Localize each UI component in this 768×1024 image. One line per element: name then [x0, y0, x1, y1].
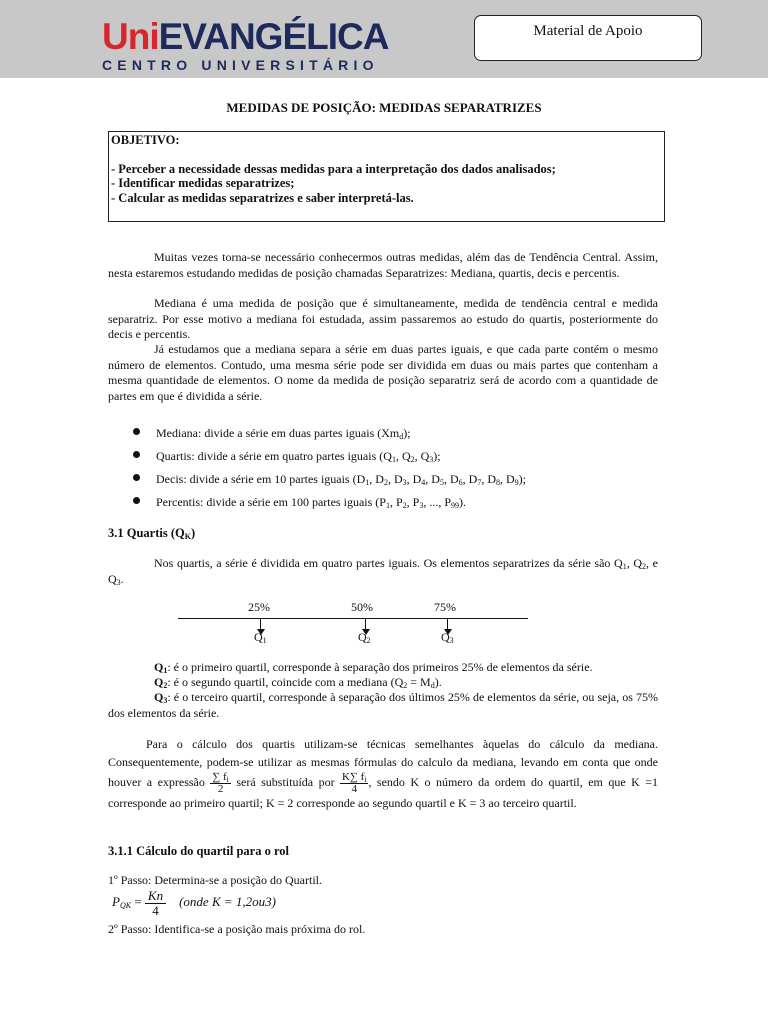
q2-definition: $Q_2$: é o segundo quartil, coincide com a mediana $(Q_2 = M_d)$. — [154, 675, 442, 690]
k-sum-fi-over-4-formula: $\frac{K\sum f_i}{4}$ — [342, 771, 367, 795]
axis-line — [178, 618, 528, 619]
pct-label: 25% — [248, 600, 270, 614]
q1-label: $Q_1$ — [254, 630, 267, 645]
list-item: Percentis: divide a série em 100 partes iguais ($P_1$, $P_2$, $P_3$, ..., $P_{99}$). — [133, 493, 653, 516]
unievangelica-logo: UniEVANGÉLICA CENTRO UNIVERSITÁRIO — [102, 16, 389, 73]
step-1: 1º Passo: Determina-se a posição do Quartil. — [108, 873, 323, 887]
intro-paragraph-2: Mediana é uma medida de posição que é simultaneamente, medida de tendência central e medida separatriz. Por esse motivo a mediana foi estudada, assim passaremos ao estudo do quartis, posteriormente do decis e percentis. — [108, 296, 658, 341]
list-item: Quartis: divide a série em quatro partes iguais ($Q_1$, $Q_2$, $Q_3$); — [133, 447, 653, 470]
sum-fi-over-2-formula: $\frac{\sum f_i}{2}$ — [212, 771, 229, 795]
bullet-icon — [133, 474, 140, 481]
quartis-paragraph: Nos quartis, a série é dividida em quatro partes iguais. Os elementos separatrizes da série são $Q_1$, $Q_2$, e $Q_3$. — [108, 556, 658, 587]
objective-item: - Calcular as medidas separatrizes e saber interpretá-las. — [111, 190, 414, 205]
objective-item: - Perceber a necessidade dessas medidas para a interpretação dos dados analisados; — [111, 161, 556, 176]
bullet-icon — [133, 451, 140, 458]
list-item: Mediana: divide a série em duas partes iguais $(Xm_d)$; — [133, 424, 653, 447]
bullet-icon — [133, 428, 140, 435]
objective-box — [108, 131, 665, 222]
objective-heading: OBJETIVO: — [111, 133, 180, 147]
quartile-diagram — [178, 598, 530, 648]
section-heading-3-1-1: 3.1.1 Cálculo do quartil para o rol — [108, 844, 290, 858]
quartile-position-formula: $P_{QK} = \frac{Kn}{4}$ (onde K = 1,2ou3) — [112, 888, 276, 918]
list-item: Decis: divide a série em 10 partes iguais ($D_1$, $D_2$, $D_3$, $D_4$, $D_5$, $D_6$, $D_7$, $D_8$, $D_9$); — [133, 470, 653, 493]
q1-definition: $Q_1$: é o primeiro quartil, corresponde à separação dos primeiros 25% de elementos da série. — [154, 660, 593, 675]
separatrizes-list — [133, 424, 653, 516]
q3-definition: $Q_3$: é o terceiro quartil, corresponde à separação dos últimos 25% de elementos da série, ou seja, os 75% dos elementos da série. — [108, 690, 658, 720]
section-heading-3-1: 3.1 Quartis $(Q_K)$ — [108, 526, 196, 541]
page-title: MEDIDAS DE POSIÇÃO: MEDIDAS SEPARATRIZES — [226, 100, 542, 115]
objective-item: - Identificar medidas separatrizes; — [111, 176, 295, 190]
intro-paragraph-1: Muitas vezes torna-se necessário conhecermos outras medidas, além das de Tendência Central. Assim, nesta estaremos estudando medidas de posição chamadas Separatrizes: Mediana, quartis, decis e percentis. — [108, 250, 658, 280]
pct-label: 75% — [434, 600, 456, 614]
header-band — [0, 0, 768, 78]
pct-label: 50% — [351, 600, 373, 614]
step-2: 2º Passo: Identifica-se a posição mais próxima do rol. — [108, 922, 366, 936]
bullet-icon — [133, 497, 140, 504]
intro-paragraph-3: Já estudamos que a mediana separa a série em duas partes iguais, e que cada parte contém o mesmo número de elementos. Contudo, uma mesma série pode ser dividida em duas ou mais partes que contenham a mesma quantidade de elementos. O nome da medida de posição separatriz será de acordo com a quantidade de partes em que é dividida a série. — [108, 342, 658, 403]
q2-label: $Q_2$ — [358, 630, 371, 645]
material-de-apoio-label: Material de Apoio — [474, 15, 702, 61]
calculo-paragraph: Para o cálculo dos quartis utilizam-se técnicas semelhantes àquelas do cálculo da mediana. Consequentemente, podem-se utilizar as mesmas fórmulas do calculo da mediana, levando em conta que onde houver a expressão $\frac{\sum f_i}{2}$ será substituída por $\frac{K\sum f_i}{4}$, sendo K o número da ordem do quartil, em que K =1 corresponde ao primeiro quartil; K = 2 corresponde ao segundo quartil e K = 3 ao terceiro quartil. — [108, 737, 659, 810]
q3-label: $Q_3$ — [441, 630, 454, 645]
